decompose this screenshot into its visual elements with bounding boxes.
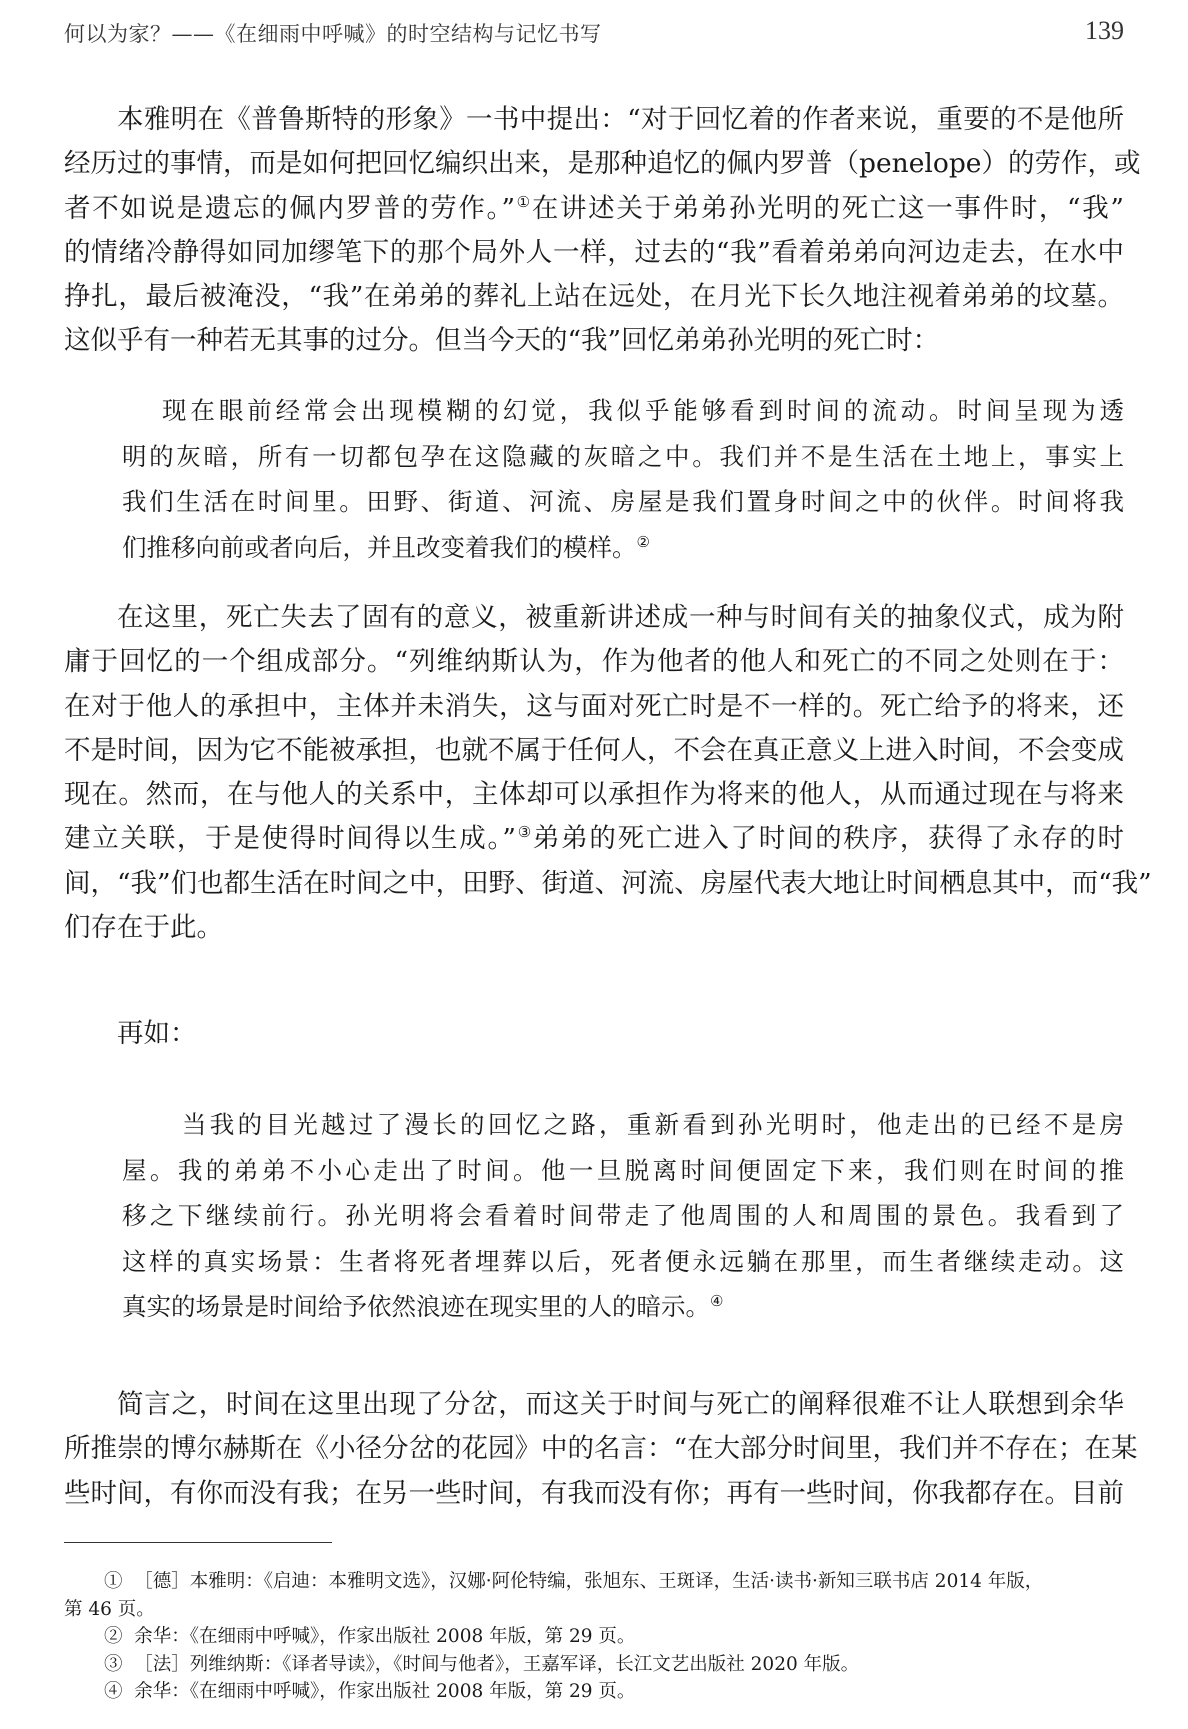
quote-line: 当我的目光越过了漫长的回忆之路，重新看到孙光明时，他走出的已经不是房 [182, 1110, 1124, 1139]
paragraph-line: 所推崇的博尔赫斯在《小径分岔的花园》中的名言：“在大部分时间里，我们并不存在；在某 [64, 1433, 1138, 1465]
footnote-ref-4[interactable]: ④ [710, 1291, 724, 1310]
running-header [64, 18, 1124, 58]
paragraph-line-segment: 弟弟的死亡进入了时间的秩序，获得了永存的时 [532, 823, 1125, 855]
footnote-separator [64, 1542, 332, 1543]
quote-line [122, 1284, 1124, 1330]
paragraph-line: 在对于他人的承担中，主体并未消失，这与面对死亡时是不一样的。死亡给予的将来，还 [64, 690, 1124, 722]
paragraph-4 [64, 1383, 1138, 1516]
paragraph-line [64, 817, 1124, 861]
footnote-text: 余华：《在细雨中呼喊》，作家出版社 2008 年版，第 29 页。 [134, 1681, 636, 1702]
block-quote-1 [122, 388, 1124, 570]
page-number: 139 [1085, 16, 1124, 45]
paragraph-line: 不是时间，因为它不能被承担，也就不属于任何人，不会在真正意义上进入时间，不会变成 [64, 734, 1124, 766]
paragraph-line: 再如： [117, 1018, 197, 1049]
quote-line: 这样的真实场景：生者将死者埋葬以后，死者便永远躺在那里，而生者继续走动。这 [122, 1246, 1124, 1276]
quote-line: 屋。我的弟弟不小心走出了时间。他一旦脱离时间便固定下来，我们则在时间的推 [122, 1155, 1124, 1185]
paragraph-2 [64, 596, 1152, 950]
block-quote-2 [122, 1102, 1124, 1330]
footnote-1 [64, 1568, 1124, 1596]
footnote-4 [64, 1678, 1124, 1706]
footnote-mark: ② [104, 1626, 123, 1647]
paragraph-line: 的情绪冷静得如同加缪笔下的那个局外人一样，过去的“我”看着弟弟向河边走去，在水中 [64, 236, 1124, 268]
paragraph-1 [64, 98, 1141, 364]
paragraph-line: 简言之，时间在这里出现了分岔，而这关于时间与死亡的阐释很难不让人联想到余华 [117, 1389, 1124, 1420]
paragraph-line: 间，“我”们也都生活在时间之中，田野、街道、河流、房屋代表大地让时间栖息其中，而“我” [64, 867, 1152, 899]
footnote-text: 余华：《在细雨中呼喊》，作家出版社 2008 年版，第 29 页。 [134, 1626, 636, 1647]
paragraph-line: 在这里，死亡失去了固有的意义，被重新讲述成一种与时间有关的抽象仪式，成为附 [117, 602, 1124, 633]
footnote-1-continuation: 第 46 页。 [64, 1598, 155, 1620]
footnote-text: ［法］列维纳斯：《译者导读》，《时间与他者》，王嘉军译，长江文艺出版社 2020 年版。 [134, 1653, 860, 1675]
footnote-mark: ③ [104, 1653, 123, 1675]
paragraph-line-segment: 者不如说是遗忘的佩内罗普的劳作。” [64, 192, 516, 224]
footnotes [64, 1568, 1124, 1706]
running-title: 何以为家？——《在细雨中呼喊》的时空结构与记忆书写 [64, 22, 602, 46]
footnote-3 [64, 1651, 1124, 1679]
paragraph-line: 本雅明在《普鲁斯特的形象》一书中提出：“对于回忆着的作者来说，重要的不是他所 [117, 104, 1124, 135]
paragraph-3 [64, 1012, 1124, 1056]
quote-line: 现在眼前经常会出现模糊的幻觉，我似乎能够看到时间的流动。时间呈现为透 [162, 396, 1124, 425]
paragraph-line-segment: 建立关联，于是使得时间得以生成。” [64, 823, 516, 855]
footnote-ref-1[interactable]: ① [515, 192, 532, 211]
paragraph-line: 经历过的事情，而是如何把回忆编织出来，是那种追忆的佩内罗普（penelope）的劳作，或 [64, 148, 1141, 180]
paragraph-line: 现在。然而，在与他人的关系中，主体却可以承担作为将来的他人，从而通过现在与将来 [64, 779, 1124, 811]
footnote-ref-2[interactable]: ② [636, 532, 650, 551]
paragraph-line: 些时间，有你而没有我；在另一些时间，有我而没有你；再有一些时间，你我都存在。目前 [64, 1477, 1124, 1509]
paragraph-line: 挣扎，最后被淹没，“我”在弟弟的葬礼上站在远处，在月光下长久地注视着弟弟的坟墓。 [64, 281, 1124, 313]
paragraph-line: 庸于回忆的一个组成部分。“列维纳斯认为，作为他者的他人和死亡的不同之处则在于： [64, 646, 1124, 678]
quote-line [122, 525, 1124, 571]
paragraph-line [64, 187, 1124, 231]
footnote-mark: ① [104, 1571, 123, 1592]
footnote-text: ［德］本雅明：《启迪：本雅明文选》，汉娜·阿伦特编，张旭东、王斑译，生活·读书·新知三联书店 2014 年版， [134, 1571, 1044, 1592]
footnote-2 [64, 1623, 1124, 1651]
footnote-ref-3[interactable]: ③ [515, 823, 533, 842]
quote-line: 移之下继续前行。孙光明将会看着时间带走了他周围的人和周围的景色。我看到了 [122, 1201, 1124, 1230]
quote-line-segment: 们推移向前或者向后，并且改变着我们的模样。 [122, 532, 637, 562]
paragraph-line-segment: 在讲述关于弟弟孙光明的死亡这一事件时，“我” [531, 192, 1124, 224]
quote-line: 我们生活在时间里。田野、街道、河流、房屋是我们置身时间之中的伙伴。时间将我 [122, 487, 1124, 516]
footnote-mark: ④ [104, 1681, 123, 1702]
paragraph-line: 们存在于此。 [64, 912, 223, 944]
paragraph-line: 这似乎有一种若无其事的过分。但当今天的“我”回忆弟弟孙光明的死亡时： [64, 325, 940, 357]
quote-line: 明的灰暗，所有一切都包孕在这隐藏的灰暗之中。我们并不是生活在土地上，事实上 [122, 441, 1124, 471]
quote-line-segment: 真实的场景是时间给予依然浪迹在现实里的人的暗示。 [122, 1292, 710, 1321]
